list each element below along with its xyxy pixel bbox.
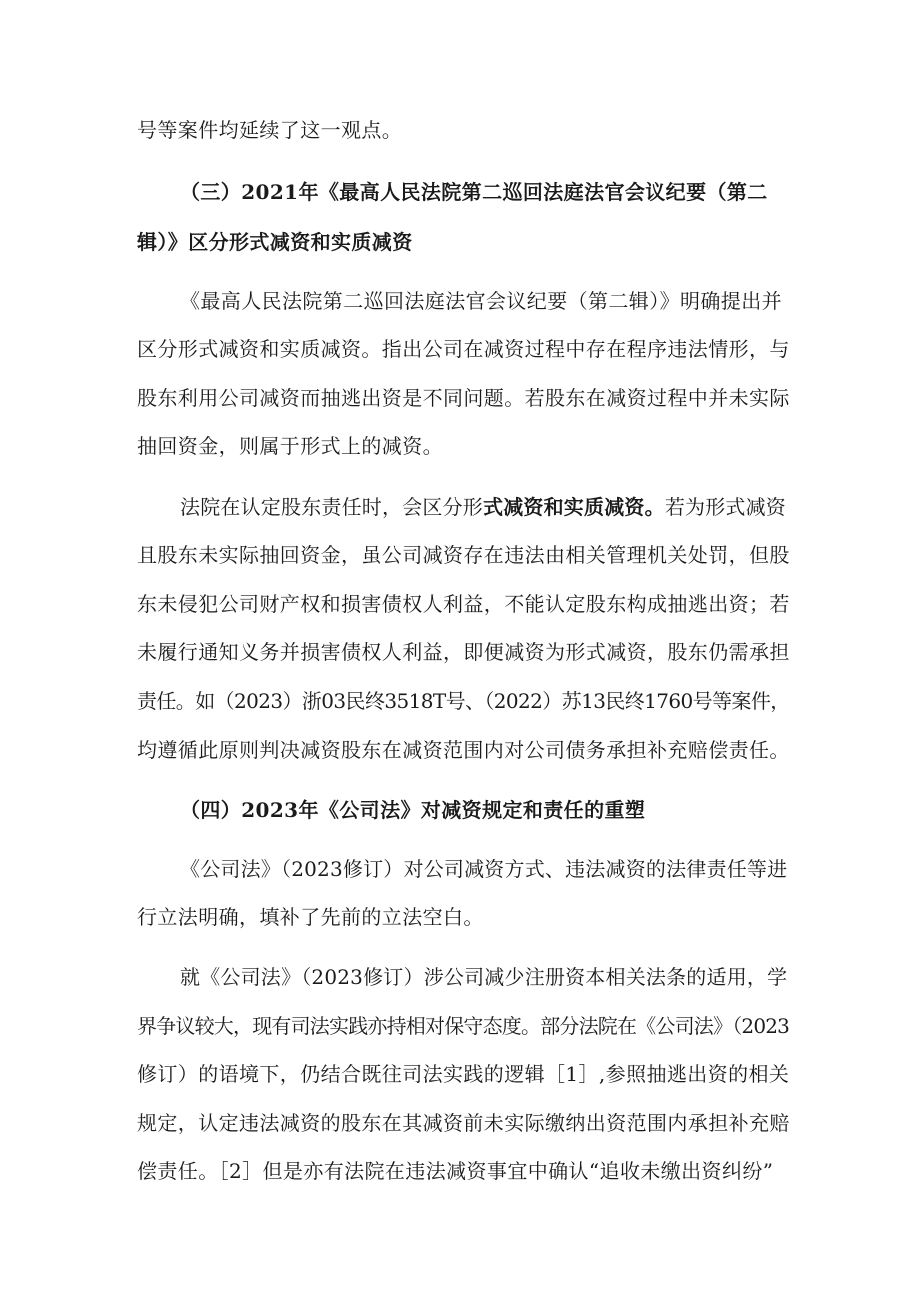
paragraph-line: 《公司法》（2023修订）对公司减资方式、违法减资的法律责任等进 — [180, 857, 788, 881]
section-heading-3: （三）2021年《最高人民法院第二巡回法庭法官会议纪要（第二 — [180, 180, 768, 204]
paragraph-line: 《最高人民法院第二巡回法庭法官会议纪要（第二辑）》明确提出并 — [180, 289, 782, 313]
paragraph-line: 区分形式减资和实质减资。指出公司在减资过程中存在程序违法情形，与 — [137, 337, 790, 361]
paragraph-line: 股东利用公司减资而抽逃出资是不同问题。若股东在减资过程中并未实际 — [137, 386, 790, 410]
paragraph-line-mixed — [180, 493, 786, 521]
paragraph-line: 就《公司法》（2023修订）涉公司减少注册资本相关法条的适用，学 — [180, 965, 788, 989]
paragraph-line: 东未侵犯公司财产权和损害债权人利益，不能认定股东构成抽逃出资；若 — [137, 592, 790, 616]
section-heading-3-cont: 辑）》区分形式减资和实质减资 — [137, 230, 413, 254]
paragraph-line: 行立法明确，填补了先前的立法空白。 — [137, 905, 484, 929]
paragraph-line: 责任。如（2023）浙03民终3518T号、（2022）苏13民终1760号等案件， — [137, 689, 790, 713]
paragraph-line: 均遵循此原则判决减资股东在减资范围内对公司债务承担补充赔偿责任。 — [137, 738, 790, 762]
text-span: 法院在认定股东责任时，会区分形 — [180, 495, 483, 519]
text-span: 若为形式减资 — [664, 495, 787, 519]
paragraph-line: 界争议较大，现有司法实践亦持相对保守态度。部分法院在《公司法》（2023 — [137, 1014, 790, 1038]
paragraph-line: 规定，认定违法减资的股东在其减资前未实际缴纳出资范围内承担补充赔 — [137, 1111, 790, 1135]
paragraph-line: 号等案件均延续了这一观点。 — [137, 118, 403, 142]
paragraph-line: 修订）的语境下，仍结合既往司法实践的逻辑［1］,参照抽逃出资的相关 — [137, 1062, 790, 1086]
paragraph-line: 未履行通知义务并损害债权人利益，即便减资为形式减资，股东仍需承担 — [137, 640, 790, 664]
paragraph-line: 抽回资金，则属于形式上的减资。 — [137, 434, 443, 458]
paragraph-line: 且股东未实际抽回资金，虽公司减资存在违法由相关管理机关处罚，但股 — [137, 543, 790, 567]
paragraph-line: 偿责任。［2］但是亦有法院在违法减资事宜中确认“追收未缴出资纠纷” — [137, 1159, 774, 1183]
bold-text-span: 式减资和实质减资。 — [483, 495, 665, 519]
section-heading-4: （四）2023年《公司法》对减资规定和责任的重塑 — [180, 798, 646, 822]
